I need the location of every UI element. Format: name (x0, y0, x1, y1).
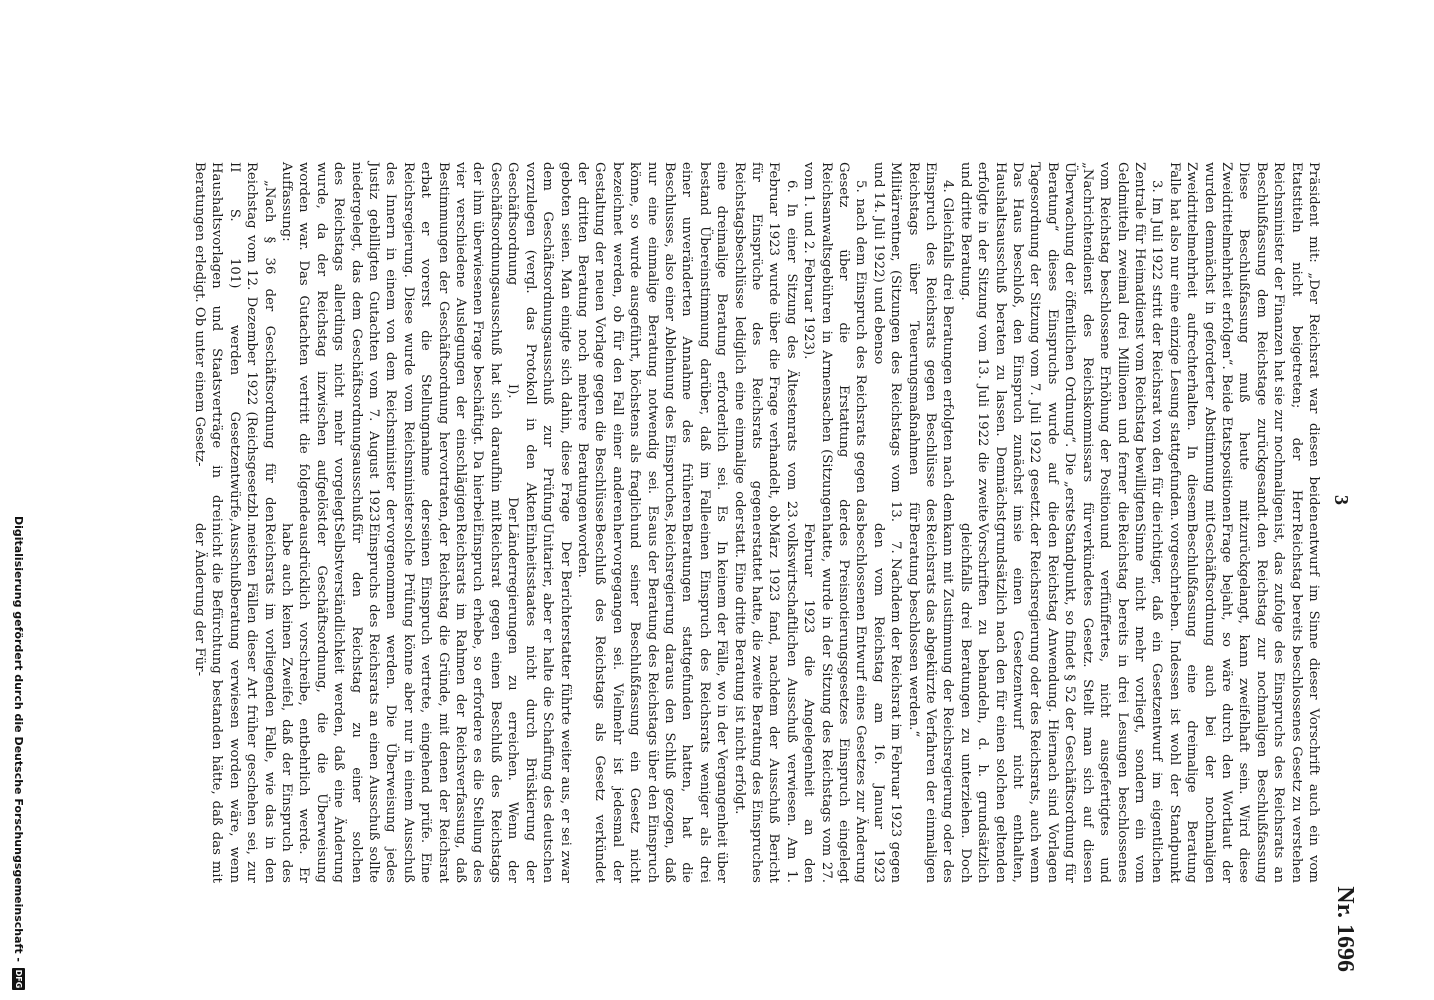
paragraph: Präsident mit: „Der Reichsrat war diesen beiden Etatstiteln nicht beigetreten; der Herr Reichsminister der Finanzen hat sie zur nochmaligen Beschlußfassung dem Reichstage zurückgesandt. Diese Beschlußfassung muß heute mit Zweidrittelmehrheit erfolgen“. Beide Etatspositionen wurden demnächst in geforderter Abstimmung mit Zweidrittelmehrheit aufrechterhalten. In diesem Falle hat also nur eine einzige Lesung stattgefunden. (1166, 162, 1321, 522)
paragraph: 6. In einer Sitzung des Ältestenrats vom 23. Februar 1923 wurde über die Frage verhandelt, ob für Einsprüche des Reichsrats gegen Reichstagsbeschlüsse lediglich eine einmalige oder eine dreimalige Beratung erforderlich sei. Es bestand Übereinstimmung darüber, daß im Falle einer unveränderten Annahme des früheren Beschlusses, also einer Ablehnung des Einspruches, nur eine einmalige Beratung notwendig sei. Es könne, so wurde ausgeführt, höchstens als fraglich bezeichnet werden, ob für den Fall einer anderen Gestaltung der neuen Vorlage gegen die Beschlüsse der dritten Beratung noch mehrere Beratungen geboten seien. Man einigte sich dahin, diese Frage dem Geschäftsordnungsausschuß zur Prüfung vorzulegen (vergl. das Protokoll in den Akten Geschäftsordnung I). Der Geschäftsordnungsausschuß hat sich daraufhin mit der ihm überwiesenen Frage beschäftigt. Da hierbei vier verschiedene Auslegungen der einschlägigen Bestimmungen der Geschäftsordnung hervortraten, erbat er vorerst die Stellungnahme der Reichsregierung. Diese wurde vom Reichsminister des Innern in einem von dem Reichsminister der Justiz gebilligten Gutachten vom 7. August 1923 niedergelegt, das dem Geschäftsordnungsausschuß des Reichstags allerdings nicht mehr vorgelegt wurde, da der Reichstag inzwischen aufgelöst worden war. Das Gutachten vertritt die folgende Auffassung: (279, 162, 799, 522)
paragraph: 7. Nachdem der Reichsrat im Februar 1923 gegen den vom Reichstag am 16. Januar 1923 beschlossenen Entwurf eines Gesetzes zur Änderung des Preisnotierungsgesetzes Einspruch eingelegt hatte, wurde in der Sitzung des Reichstags vom 27. Februar 1923 die Angelegenheit an den volkswirtschaftlichen Ausschuß verwiesen. Am 1. März 1923 fand, nachdem der Ausschuß Bericht erstattet hatte, die zweite Beratung des Einspruches statt. Eine dritte Beratung ist nicht erfolgt. (731, 523, 904, 883)
issue-number: Nr. 1696 (1332, 886, 1358, 972)
paragraph: Der Berichterstatter führte weiter aus, er sei zwar Unitarier, aber er halte die Schaffung des deutschen Einheitsstaates nicht durch Brüskierung der Länderregierungen zu erreichen. Wenn der Reichsrat gegen einen Beschluß des Reichstags Einspruch erhebe, so erfordere es die Stellung des Reichsrats im Rahmen der Reichsverfassung, daß der Reichstag die Gründe, mit denen der Reichsrat seinen Einspruch vertrete, eingehend prüfe. Eine solche Prüfung könne aber nur in einem Ausschuß vorgenommen werden. Die Überweisung jedes Einspruchs des Reichsrats an einen Ausschuß sollte für den Reichstag zu einer solchen Selbstverständlichkeit werden, daß eine Änderung der Geschäftsordnung, die die Überweisung ausdrücklich vorschreibe, entbehrlich werde. Er habe auch keinen Zweifel, daß der Einspruch des Reichsrats im vorliegenden Falle, wie das in den meisten Fällen dieser Art früher geschehen sei, zur Ausschußberatung verwiesen worden wäre, wenn nicht die Befürchtung bestanden hätte, daß das mit der Änderung der Für- (192, 523, 573, 883)
dfg-logo: DFG (14, 969, 24, 989)
right-text-column (194, 523, 1322, 883)
left-text-column (194, 162, 1322, 522)
paragraph: 3. Im Juli 1922 stritt der Reichsrat von den für die Zentrale für Heimatdienst vom Reichstag bewilligten Geldmitteln zweimal drei Millionen und ferner die vom Reichstag beschlossene Erhöhung der Position „Nachrichtendienst des Reichskommissars für Überwachung der öffentlichen Ordnung“. Die „erste Beratung“ dieses Einspruchs wurde auf die Tagesordnung der Sitzung vom 7. Juli 1922 gesetzt. Das Haus beschloß, den Einspruch zunächst im Haushaltsausschuß beraten zu lassen. Demnächst erfolgte in der Sitzung vom 13. Juli 1922 die zweite und dritte Beratung. (957, 162, 1165, 522)
page-number: 3 (1330, 495, 1352, 505)
paragraph: 4. Gleichfalls drei Beratungen erfolgten nach dem Einspruch des Reichsrats gegen Beschlüsse des Reichstags über Teuerungsmaßnahmen für Militärrentner, (Sitzungen des Reichstags vom 13. und 14. Juli 1922) und ebenso (870, 162, 956, 522)
paragraph: 5. nach dem Einspruch des Reichsrats gegen das Gesetz über die Erstattung der Reichsanwaltsgebühren in Armensachen (Sitzungen vom 1. und 2. Februar 1923). (801, 162, 869, 522)
paragraph: In keinem der Fälle, wo in der Vergangenheit über einen Einspruch des Reichsrats weniger als drei Beratungen stattgefunden hatten, hat die Reichsregierung daraus den Schluß gezogen, daß aus der Beratung des Reichstags über den Einspruch und seiner Beschlußfassung ein Gesetz nicht hervorgegangen sei. Vielmehr ist jedesmal der Beschluß des Reichstags als Gesetz verkündet worden. (574, 523, 730, 883)
paragraph: entwurf im Sinne dieser Vorschrift auch ein vom Reichstag bereits beschlossenes Gesetz zu verstehen ist, das zufolge des Einspruchs des Reichsrats an den Reichstag zur nochmaligen Beschlußfassung zurückgelangt, kann zweifelhaft sein. Wird diese Frage bejaht, so wäre durch den Wortlaut der Geschäftsordnung auch bei der nochmaligen Beschlußfassung eine dreimalige Beratung vorgeschrieben. Indessen ist wohl der Standpunkt richtiger, daß ein Gesetzentwurf im eigentlichen Sinne nicht mehr vorliegt, sondern ein vom Reichstag bereits in drei Lesungen beschlossenes und verfünffertes, nicht ausgefertigtes und verkündetes Gesetz. Stellt man sich auf diesen Standpunkt, so findet § 52 der Geschäftsordnung für den Reichstag Anwendung. Hiernach sind Vorlagen der Reichsregierung oder des Reichsrats, auch wenn sie einen Gesetzentwurf nicht enthalten, grundsätzlich nach den für einen solchen geltenden Vorschriften zu behandeln, d. h. grundsätzlich gleichfalls drei Beratungen zu unterziehen. Doch kann mit Zustimmung der Reichsregierung oder des Reichsrats das abgekürzte Verfahren der einmaligen Beratung beschlossen werden.“ (905, 523, 1321, 883)
paragraph: „Nach § 36 der Geschäftsordnung für den Reichstag vom 12. Dezember 1922 (Reichsgesetzbl. II S. 101) werden Gesetzentwürfe, Haushaltsvorlagen und Staatsverträge in drei Beratungen erledigt. Ob unter einem Gesetz- (192, 162, 277, 522)
credit-text: Digitalisierung gefördert durch die Deutsche Forschungsgemeinschaft - (12, 515, 26, 962)
digitization-credit (9, 0, 29, 990)
